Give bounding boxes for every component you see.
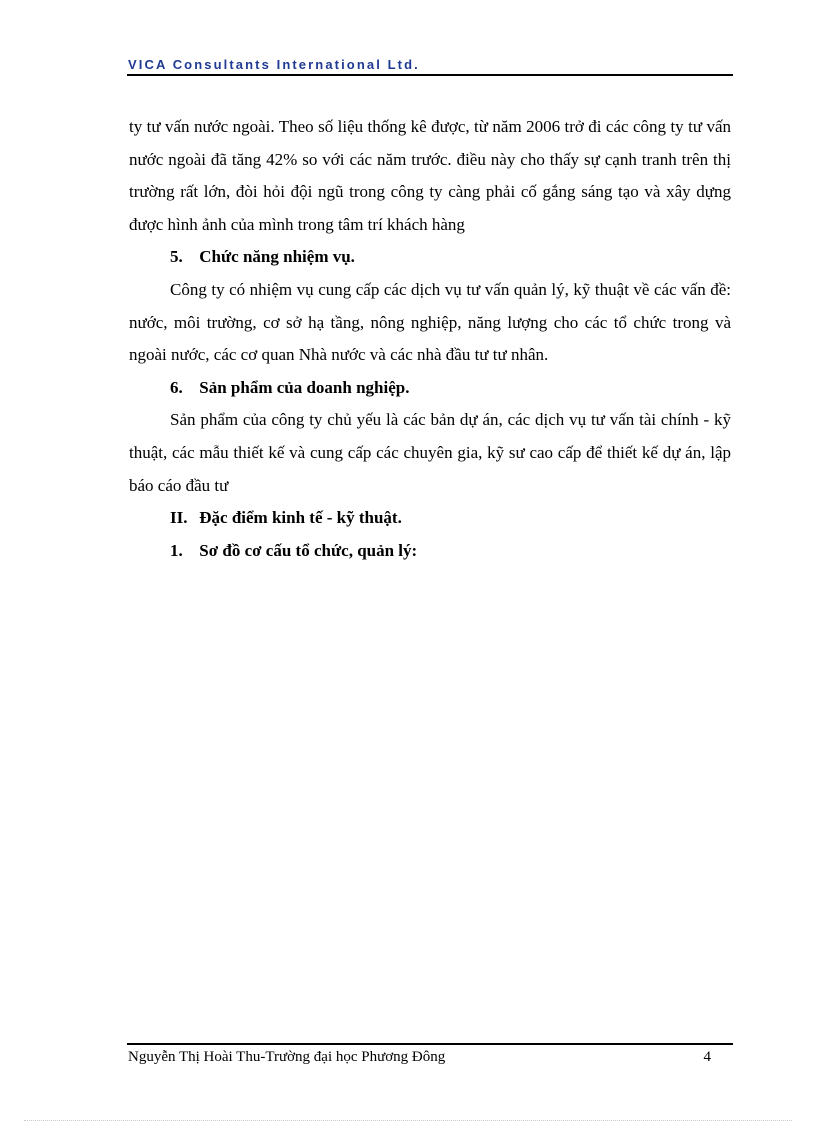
section-5-heading xyxy=(129,241,731,274)
section-6-paragraph: Sản phẩm của công ty chủ yếu là các bản dự án, các dịch vụ tư vấn tài chính - kỹ thuật, các mẫu thiết kế và cung cấp các chuyên gia, kỹ sư cao cấp để thiết kế dự án, lập báo cáo đầu tư xyxy=(129,410,731,495)
footer-author: Nguyễn Thị Hoài Thu-Trường đại học Phương Đông xyxy=(128,1049,446,1065)
section-1-title: Sơ đồ cơ cấu tổ chức, quản lý: xyxy=(199,540,418,560)
page-header xyxy=(127,55,733,77)
page-number: 4 xyxy=(703,1049,711,1065)
section-1-heading xyxy=(129,535,731,568)
section-6-heading xyxy=(129,372,731,405)
section-5-number: 5. xyxy=(170,247,183,267)
section-6-title: Sản phẩm của doanh nghiệp. xyxy=(199,377,410,397)
page-edge-divider xyxy=(24,1120,792,1121)
part-ii-title: Đặc điểm kinh tế - kỹ thuật. xyxy=(199,508,402,528)
section-5-paragraph: Công ty có nhiệm vụ cung cấp các dịch vụ tư vấn quản lý, kỹ thuật về các vấn đề: nước, môi trường, cơ sở hạ tầng, nông nghiệp, năng lượng cho các tổ chức trong và ngoài nước, các cơ quan Nhà nước và các nhà đầu tư tư nhân. xyxy=(129,279,731,365)
footer-rule xyxy=(127,1043,733,1045)
section-5-title: Chức năng nhiệm vụ. xyxy=(199,247,355,267)
section-6-number: 6. xyxy=(170,377,183,397)
company-name: VICA Consultants International Ltd. xyxy=(128,57,420,72)
intro-paragraph: ty tư vấn nước ngoài. Theo số liệu thống kê được, từ năm 2006 trở đi các công ty tư vấn nước ngoài đã tăng 42% so với các năm trước. điều này cho thấy sự cạnh tranh trên thị trường rất lớn, đòi hỏi đội ngũ trong công ty càng phải cố gắng sáng tạo và xây dựng được hình ảnh của mình trong tâm trí khách hàng xyxy=(129,117,731,234)
page-footer xyxy=(127,1043,733,1073)
part-ii-number: II. xyxy=(170,508,188,528)
part-ii-heading xyxy=(129,502,731,535)
document-body xyxy=(129,111,731,567)
header-rule xyxy=(127,74,733,76)
section-1-number: 1. xyxy=(170,540,183,560)
